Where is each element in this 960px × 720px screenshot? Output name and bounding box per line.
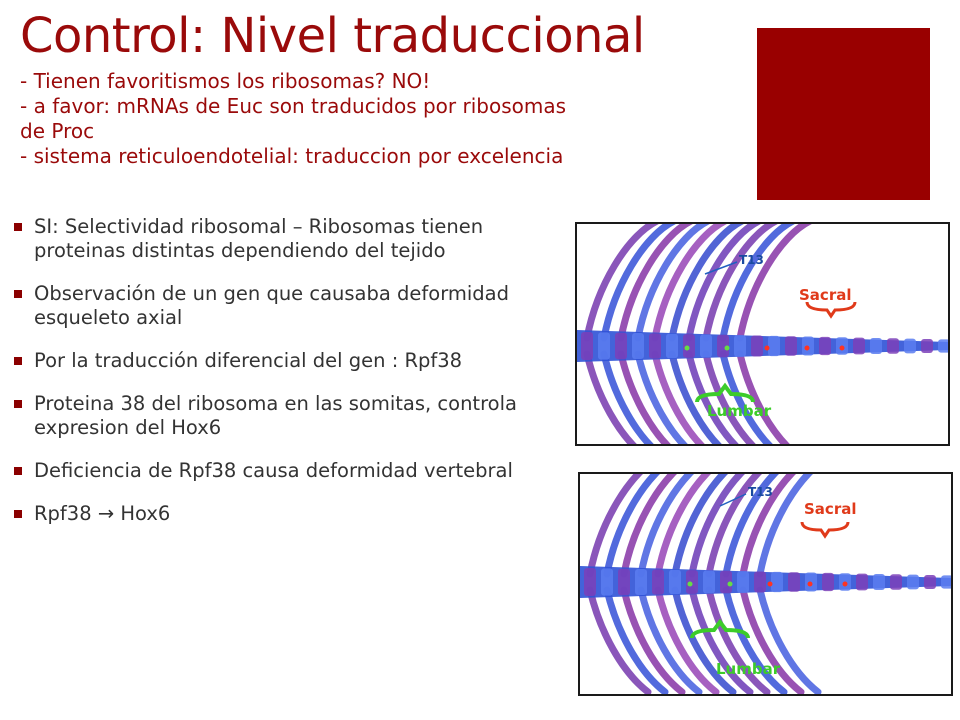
slide-title: Control: Nivel traduccional — [20, 8, 645, 64]
vertebra — [683, 334, 695, 358]
subtitle-block — [20, 69, 740, 169]
sacral-brace — [802, 522, 848, 536]
vertebra — [598, 332, 610, 359]
vertebra-marker — [688, 582, 693, 587]
vertebra-marker — [840, 346, 845, 351]
skeleton-figure-bottom — [578, 472, 953, 696]
vertebra — [822, 573, 834, 591]
vertebra — [887, 338, 899, 353]
bullet-item — [12, 215, 554, 263]
bullet-list — [12, 215, 572, 545]
vertebra-marker — [805, 346, 810, 351]
vertebra — [873, 574, 885, 590]
bullet-item — [12, 459, 584, 483]
vertebra — [615, 333, 627, 360]
vertebra — [652, 569, 664, 594]
bullet-text: Proteina 38 del ribosoma en las somitas, controla expresion del Hox6 — [34, 392, 517, 439]
ribs-top — [590, 474, 830, 574]
ribs-bottom — [590, 590, 818, 692]
bullet-text: Por la traducción diferencial del gen : Rpf38 — [34, 349, 463, 372]
square-bullet-icon — [14, 223, 22, 231]
subtitle-line: - Tienen favoritismos los ribosomas? NO! — [20, 69, 431, 93]
bullet-item — [12, 502, 574, 526]
sacral-label: Sacral — [804, 500, 857, 518]
square-bullet-icon — [14, 290, 22, 298]
vertebra — [771, 572, 783, 592]
vertebra — [734, 335, 746, 357]
vertebra — [666, 334, 678, 359]
vertebra-marker — [728, 582, 733, 587]
decorative-red-box — [757, 28, 930, 200]
bullet-item — [12, 392, 579, 440]
vertebra — [601, 568, 613, 595]
vertebra — [768, 336, 780, 356]
vertebra — [904, 339, 916, 354]
vertebra — [941, 575, 951, 588]
vertebra — [856, 574, 868, 591]
bullet-text: SI: Selectividad ribosomal – Ribosomas tienen proteinas distintas dependiendo del tejido — [34, 215, 484, 262]
bullet-text: Observación de un gen que causaba deformidad esqueleto axial — [34, 282, 509, 329]
bullet-item — [12, 282, 564, 330]
vertebra-marker — [843, 582, 848, 587]
sacral-brace — [807, 302, 855, 316]
vertebra — [618, 569, 630, 596]
subtitle-line: - sistema reticuloendotelial: traduccion por excelencia — [20, 144, 564, 168]
t13-label: T13 — [748, 485, 773, 499]
vertebra — [819, 337, 831, 355]
vertebra-marker — [765, 346, 770, 351]
t13-label: T13 — [739, 253, 764, 267]
square-bullet-icon — [14, 357, 22, 365]
skeleton-figure-top — [575, 222, 950, 446]
skeleton-image — [580, 474, 951, 694]
vertebra — [921, 339, 933, 353]
vertebra — [870, 338, 882, 354]
sacral-label: Sacral — [799, 286, 852, 304]
vertebra — [581, 332, 593, 360]
vertebra-marker — [768, 582, 773, 587]
vertebra — [853, 338, 865, 355]
vertebral-column — [577, 330, 948, 362]
bullet-item — [12, 349, 569, 373]
vertebra — [938, 339, 948, 352]
vertebra — [584, 568, 596, 596]
vertebra — [754, 572, 766, 593]
vertebra — [632, 333, 644, 359]
vertebra — [890, 574, 902, 589]
vertebra-marker — [725, 346, 730, 351]
ribs-top — [587, 224, 810, 338]
vertebra — [907, 575, 919, 590]
skeleton-image — [577, 224, 948, 444]
bullet-text: Rpf38 → Hox6 — [34, 502, 171, 525]
square-bullet-icon — [14, 510, 22, 518]
vertebra — [751, 336, 763, 357]
vertebral-column — [580, 566, 951, 598]
vertebra — [649, 333, 661, 358]
subtitle-line: - a favor: mRNAs de Euc son traducidos por ribosomas — [20, 94, 567, 118]
ribs-bottom — [587, 354, 798, 444]
vertebra — [669, 570, 681, 595]
bullet-text: Deficiencia de Rpf38 causa deformidad vertebral — [34, 459, 513, 482]
square-bullet-icon — [14, 400, 22, 408]
vertebra — [924, 575, 936, 589]
vertebra-marker — [808, 582, 813, 587]
lumbar-label: Lumbar — [707, 402, 772, 420]
lumbar-label: Lumbar — [716, 660, 781, 678]
subtitle-line: de Proc — [20, 119, 95, 143]
vertebra — [686, 570, 698, 594]
vertebra — [700, 334, 712, 357]
vertebra — [788, 572, 800, 592]
vertebra — [785, 336, 797, 356]
vertebra — [703, 570, 715, 593]
square-bullet-icon — [14, 467, 22, 475]
vertebra — [635, 569, 647, 595]
vertebra-marker — [685, 346, 690, 351]
vertebra — [737, 571, 749, 593]
rib — [740, 354, 798, 444]
